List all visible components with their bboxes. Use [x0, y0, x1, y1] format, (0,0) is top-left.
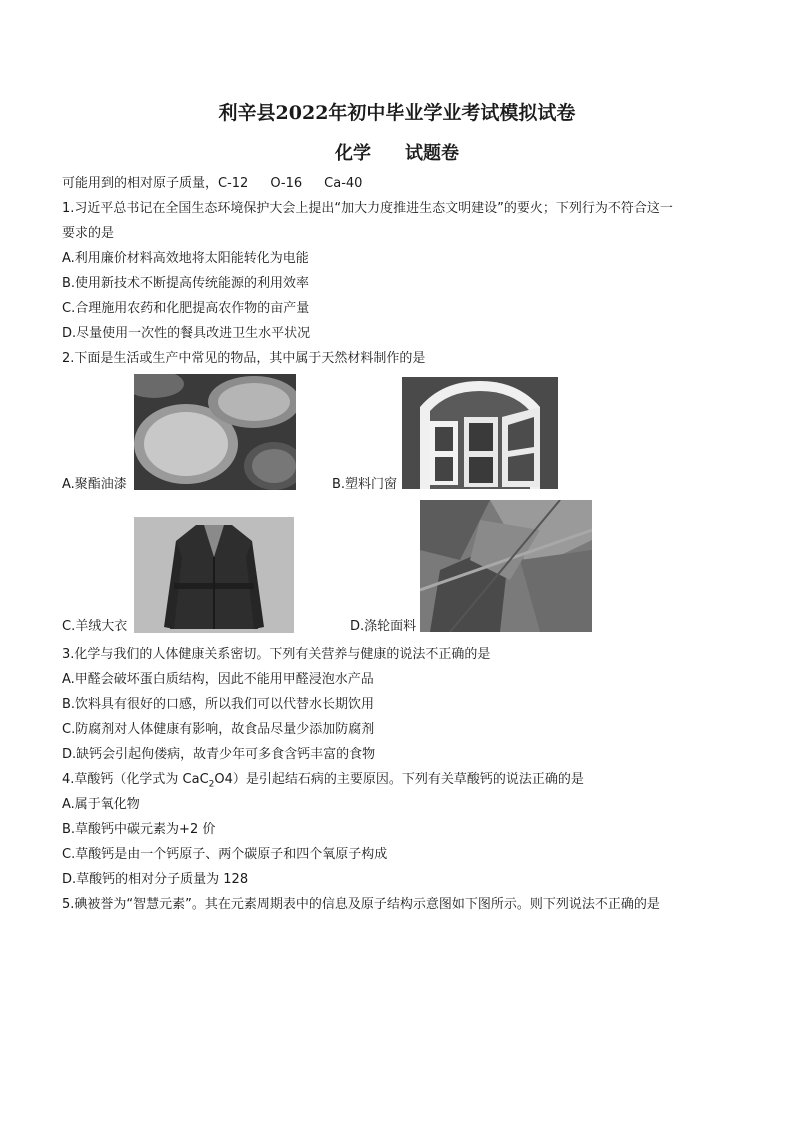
- q2-option-d: D.涤轮面料: [350, 619, 417, 634]
- q3-option-d: D.缺钙会引起佝偻病，故青少年可多食含钙丰富的食物: [62, 747, 376, 762]
- q4-option-d: D.草酸钙的相对分子质量为 128: [62, 872, 249, 887]
- q4-stem-before: 4.草酸钙（化学式为 CaC: [62, 772, 209, 787]
- paint-cans-photo: [134, 374, 296, 490]
- q4-option-c: C.草酸钙是由一个钙原子、两个碳原子和四个氧原子构成: [62, 847, 388, 862]
- exam-title: 利辛县2022年初中毕业学业考试模拟试卷: [218, 102, 576, 124]
- polyester-fabric-photo: [420, 500, 592, 632]
- q1-option-a: A.利用廉价材料高效地将太阳能转化为电能: [62, 251, 309, 266]
- q1-option-c: C.合理施用农药和化肥提高农作物的亩产量: [62, 301, 310, 316]
- q3-stem: 3.化学与我们的人体健康关系密切。下列有关营养与健康的说法不正确的是: [62, 647, 491, 662]
- atomic-mass-ca: Ca-40: [324, 176, 363, 191]
- subject-label: 化学: [335, 143, 371, 164]
- q4-stem-after: O4）是引起结石病的主要原因。下列有关草酸钙的说法正确的是: [214, 772, 584, 787]
- q2-option-c: C.羊绒大衣: [62, 619, 128, 634]
- q2-option-b: B.塑料门窗: [332, 477, 398, 492]
- atomic-mass-line: [62, 175, 362, 193]
- q3-option-c: C.防腐剂对人体健康有影响，故食品尽量少添加防腐剂: [62, 722, 375, 737]
- exam-subtitle: [0, 139, 794, 165]
- atomic-mass-o: O-16: [270, 176, 303, 191]
- wool-coat-photo: [134, 517, 294, 633]
- q1-option-d: D.尽量使用一次性的餐具改进卫生水平状况: [62, 326, 311, 341]
- q1-stem-line1: 1.习近平总书记在全国生态环境保护大会上提出“加大力度推进生态文明建设”的要火；下列行为不符合这一: [62, 201, 673, 216]
- atomic-mass-c: C-12: [218, 176, 249, 191]
- paper-label: 试题卷: [405, 143, 459, 164]
- atomic-mass-prefix: 可能用到的相对原子质量，: [62, 176, 219, 191]
- q4-stem: [62, 771, 584, 794]
- q1-stem-line2: 要求的是: [62, 226, 115, 241]
- plastic-window-photo: [402, 377, 558, 489]
- q4-option-a: A.属于氧化物: [62, 797, 140, 812]
- q5-stem: 5.碘被誉为“智慧元素”。其在元素周期表中的信息及原子结构示意图如下图所示。则下列说法不正确的是: [62, 897, 660, 912]
- q3-option-b: B.饮料具有很好的口感，所以我们可以代替水长期饮用: [62, 697, 375, 712]
- q4-option-b: B.草酸钙中碳元素为+2 价: [62, 822, 216, 837]
- q1-option-b: B.使用新技术不断提高传统能源的利用效率: [62, 276, 310, 291]
- q2-option-a: A.聚酯油漆: [62, 477, 127, 492]
- q2-stem: 2.下面是生活或生产中常见的物品，其中属于天然材料制作的是: [62, 351, 426, 366]
- q4-stem-subscript: 2: [208, 779, 215, 790]
- q3-option-a: A.甲醛会破坏蛋白质结构，因此不能用甲醛浸泡水产品: [62, 672, 374, 687]
